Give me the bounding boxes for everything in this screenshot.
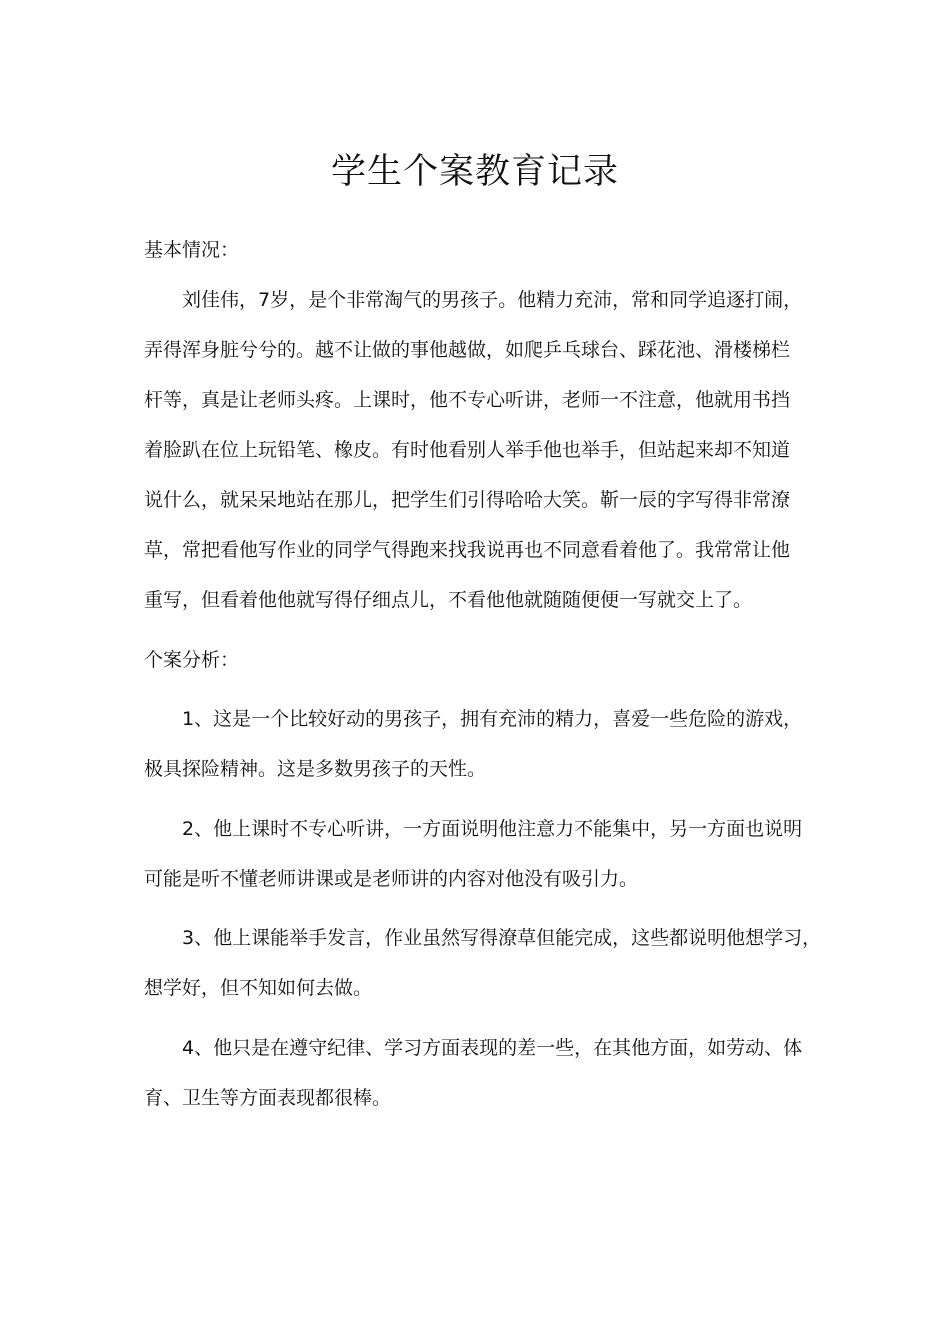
paragraph-line: 着脸趴在位上玩铅笔、橡皮。有时他看别人举手他也举手，但站起来却不知道: [144, 439, 791, 461]
section-heading-case-analysis: 个案分析：: [144, 649, 240, 671]
analysis-item-2-line: 可能是听不懂老师讲课或是老师讲的内容对他没有吸引力。: [144, 868, 639, 890]
analysis-item-3-line: 3、他上课能举手发言，作业虽然写得潦草但能完成，这些都说明他想学习，: [182, 927, 822, 949]
paragraph-line: 刘佳伟，7岁，是个非常淘气的男孩子。他精力充沛，常和同学追逐打闹，: [182, 289, 803, 311]
document-title: 学生个案教育记录: [330, 152, 619, 192]
analysis-item-4-line: 4、他只是在遵守纪律、学习方面表现的差一些，在其他方面，如劳动、体: [182, 1037, 803, 1059]
analysis-item-1-line: 1、这是一个比较好动的男孩子，拥有充沛的精力，喜爱一些危险的游戏，: [182, 708, 803, 730]
paragraph-line: 重写，但看着他他就写得仔细点儿，不看他他就随随便便一写就交上了。: [144, 589, 753, 611]
section-heading-basic-info: 基本情况：: [144, 239, 240, 261]
analysis-item-3-line: 想学好，但不知如何去做。: [144, 977, 373, 999]
analysis-item-1-line: 极具探险精神。这是多数男孩子的天性。: [144, 758, 487, 780]
analysis-item-2-line: 2、他上课时不专心听讲，一方面说明他注意力不能集中，另一方面也说明: [182, 818, 803, 840]
paragraph-line: 草，常把看他写作业的同学气得跑来找我说再也不同意看着他了。我常常让他: [144, 539, 791, 561]
paragraph-line: 杆等，真是让老师头疼。上课时，他不专心听讲，老师一不注意，他就用书挡: [144, 389, 791, 411]
paragraph-line: 说什么，就呆呆地站在那儿，把学生们引得哈哈大笑。靳一辰的字写得非常潦: [144, 489, 791, 511]
analysis-item-4-line: 育、卫生等方面表现都很棒。: [144, 1087, 392, 1109]
paragraph-line: 弄得浑身脏兮兮的。越不让做的事他越做，如爬乒乓球台、踩花池、滑楼梯栏: [144, 339, 791, 361]
